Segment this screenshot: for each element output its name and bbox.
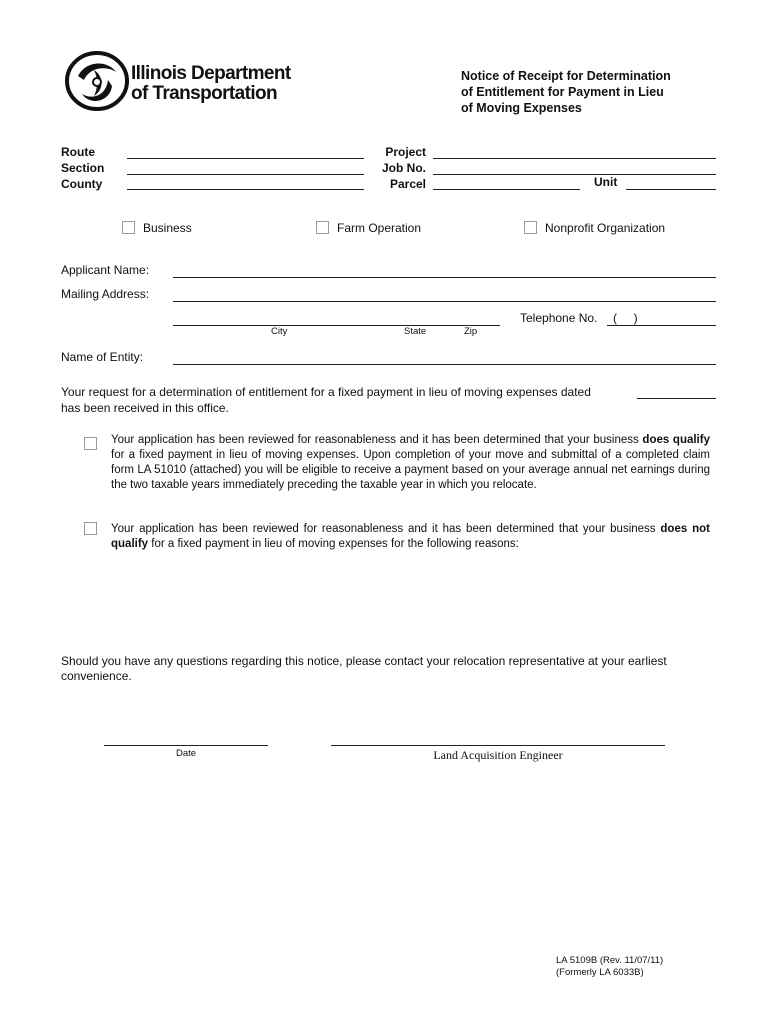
unit-field[interactable] — [626, 189, 716, 190]
mailing-address-field[interactable] — [173, 301, 716, 302]
not-qualifies-text-post: for a fixed payment in lieu of moving expenses for the following reasons: — [151, 538, 519, 550]
questions-paragraph: Should you have any questions regarding this notice, please contact your relocation representative at your earliest convenience. — [61, 654, 667, 683]
unit-label: Unit — [594, 175, 618, 189]
entity-name-label: Name of Entity: — [61, 350, 144, 364]
applicant-name-label: Applicant Name: — [61, 263, 150, 277]
right-field-labels — [370, 144, 426, 192]
zip-label: Zip — [464, 326, 478, 337]
logo-line2: of Transportation — [131, 83, 278, 104]
project-field[interactable] — [433, 158, 716, 159]
left-field-labels — [61, 144, 104, 192]
business-label: Business — [143, 221, 192, 235]
parcel-label: Parcel — [389, 177, 426, 191]
request-text-2: has been received in this office. — [61, 401, 229, 415]
date-label: Date — [175, 748, 197, 759]
project-label: Project — [385, 145, 426, 159]
applicant-name-field[interactable] — [173, 277, 716, 278]
telephone-area-code: ( ) — [613, 311, 638, 325]
logo-text — [131, 64, 291, 104]
qualifies-text-bold: does qualify — [642, 434, 710, 446]
not-qualifies-checkbox[interactable] — [84, 522, 97, 535]
section-field[interactable] — [127, 174, 364, 175]
city-label: City — [271, 326, 288, 337]
logo-line1: Illinois Department — [131, 63, 291, 84]
request-text: Your request for a determination of entitlement for a fixed payment in lieu of moving expenses dated — [61, 385, 591, 399]
request-date-field[interactable] — [637, 398, 716, 399]
job-no-field[interactable] — [433, 174, 716, 175]
not-qualifies-text-pre: Your application has been reviewed for reasonableness and it has been determined that your business — [111, 523, 656, 535]
form-formerly: (Formerly LA 6033B) — [556, 967, 644, 978]
engineer-signature-line[interactable] — [331, 745, 665, 746]
city-state-zip-field[interactable] — [173, 325, 500, 326]
farm-operation-checkbox[interactable] — [316, 221, 329, 234]
not-qualifies-text-bold: does not qualify — [111, 523, 710, 550]
title-line2: of Entitlement for Payment in Lieu — [461, 85, 664, 99]
route-label: Route — [61, 145, 95, 159]
qualifies-checkbox[interactable] — [84, 437, 97, 450]
qualifies-paragraph — [111, 433, 710, 493]
form-number: LA 5109B (Rev. 11/07/11) — [556, 955, 664, 966]
entity-name-field[interactable] — [173, 364, 716, 365]
parcel-field[interactable] — [433, 189, 580, 190]
section-label: Section — [61, 161, 105, 175]
qualifies-text-post: for a fixed payment in lieu of moving expenses. Upon completion of your move and submittal of a completed claim form LA 51010 (attached) you will be eligible to receive a payment based on your average annual net earnings during the two taxable years immediately preceding the taxable year in which you relocate. — [111, 449, 710, 491]
job-no-label: Job No. — [382, 161, 426, 175]
county-label: County — [61, 177, 103, 191]
mailing-address-label: Mailing Address: — [61, 287, 150, 301]
county-field[interactable] — [127, 189, 364, 190]
route-field[interactable] — [127, 158, 364, 159]
telephone-label: Telephone No. — [520, 311, 598, 325]
date-signature-line[interactable] — [104, 745, 268, 746]
state-label: State — [404, 326, 427, 337]
business-checkbox[interactable] — [122, 221, 135, 234]
farm-operation-label: Farm Operation — [337, 221, 422, 235]
telephone-field[interactable] — [607, 325, 716, 326]
nonprofit-label: Nonprofit Organization — [545, 221, 666, 235]
nonprofit-checkbox[interactable] — [524, 221, 537, 234]
form-footer — [556, 955, 663, 979]
qualifies-text-pre: Your application has been reviewed for reasonableness and it has been determined that your business — [111, 434, 639, 446]
not-qualifies-paragraph — [111, 522, 710, 552]
title-line1: Notice of Receipt for Determination — [461, 69, 671, 83]
document-title — [461, 68, 671, 116]
title-line3: of Moving Expenses — [461, 101, 582, 115]
engineer-label: Land Acquisition Engineer — [433, 748, 563, 762]
idot-logo-icon — [64, 50, 130, 112]
